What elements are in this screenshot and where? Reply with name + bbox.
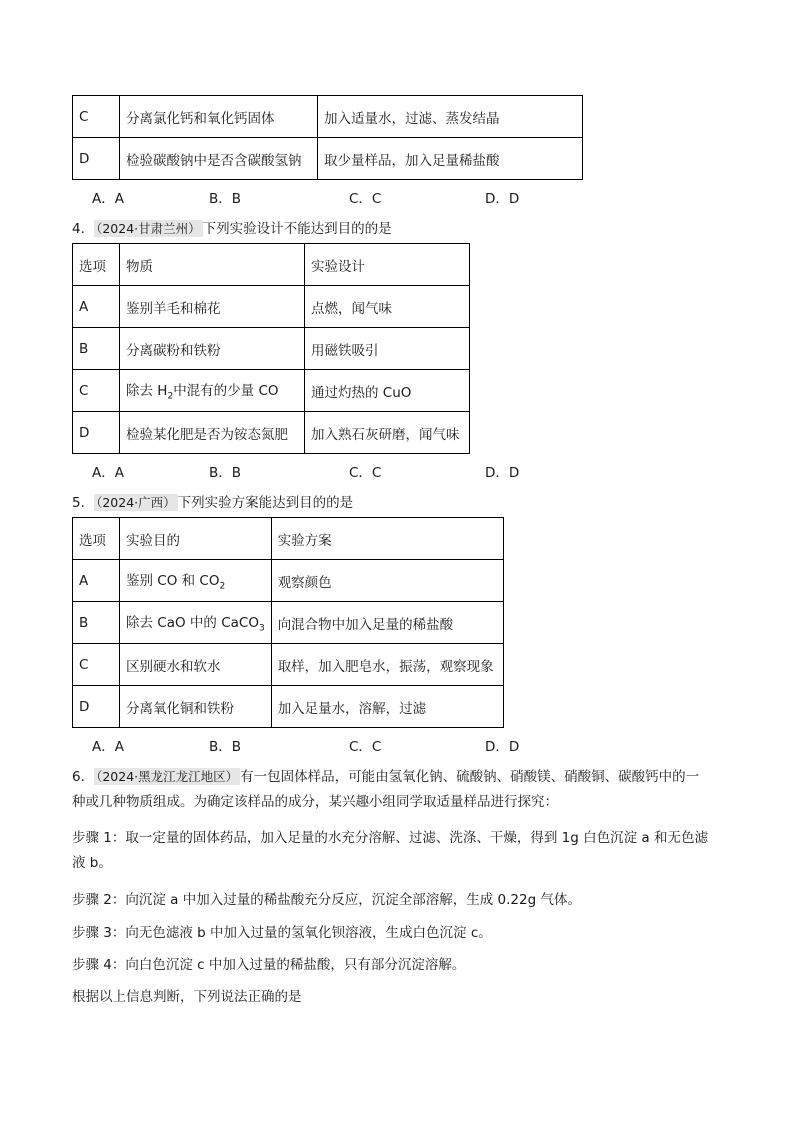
- table-cell: 分离氯化钙和氧化钙固体: [120, 96, 318, 138]
- q5-stem: [72, 491, 353, 511]
- text-line: 液 b。: [72, 855, 112, 871]
- table-cell: D: [73, 686, 120, 728]
- table-row: [73, 370, 470, 412]
- table-row: [73, 412, 470, 454]
- option-c[interactable]: C．C: [349, 191, 382, 207]
- table-row: [73, 138, 583, 180]
- cell-text: 除去 H: [126, 383, 168, 400]
- table-cell: 用磁铁吸引: [305, 328, 470, 370]
- question-number: 4．: [72, 221, 95, 237]
- option-b[interactable]: B．B: [209, 465, 242, 481]
- option-d[interactable]: D．D: [485, 739, 520, 755]
- table-row: [73, 644, 504, 686]
- option-a[interactable]: A．A: [92, 739, 124, 755]
- table-row: [73, 286, 470, 328]
- q4-stem: [72, 217, 392, 237]
- table-cell: B: [73, 602, 120, 644]
- text-line: 种或几种物质组成。为确定该样品的成分，某兴趣小组同学取适量样品进行探究：: [72, 794, 558, 810]
- table-header: 实验设计: [305, 244, 470, 286]
- option-c[interactable]: C．C: [349, 465, 382, 481]
- table-cell: 取少量样品，加入足量稀盐酸: [318, 138, 583, 180]
- table-cell: C: [73, 644, 120, 686]
- option-d[interactable]: D．D: [485, 191, 520, 207]
- option-d[interactable]: D．D: [485, 465, 520, 481]
- option-c[interactable]: C．C: [349, 739, 382, 755]
- q6-step2: 步骤 2：向沉淀 a 中加入过量的稀盐酸充分反应，沉淀全部溶解，生成 0.22g 气体。: [72, 892, 581, 908]
- subscript: 3: [258, 623, 265, 634]
- q4-table: [72, 243, 470, 454]
- question-source: （2024·广西）: [96, 495, 176, 510]
- question-text: 下列实验方案能达到目的的是: [177, 495, 354, 511]
- q6-intro: [72, 764, 722, 815]
- table-cell: 加入适量水，过滤、蒸发结晶: [318, 96, 583, 138]
- table-cell: D: [73, 412, 120, 454]
- table-row: [73, 560, 504, 602]
- cell-text: 除去 CaO 中的 CaCO: [126, 615, 259, 632]
- table-header: 实验目的: [120, 518, 272, 560]
- option-b[interactable]: B．B: [209, 739, 242, 755]
- table-cell: 取样，加入肥皂水，振荡，观察现象: [271, 644, 503, 686]
- table-cell: D: [73, 138, 120, 180]
- table-cell: 检验碳酸钠中是否含碳酸氢钠: [120, 138, 318, 180]
- table-header: 选项: [73, 244, 120, 286]
- table-header: 选项: [73, 518, 120, 560]
- question-number: 6．: [72, 769, 95, 785]
- q6-step4: 步骤 4：向白色沉淀 c 中加入过量的稀盐酸，只有部分沉淀溶解。: [72, 957, 466, 973]
- question-text: 有一包固体样品，可能由氢氧化钠、硫酸钠、硝酸镁、硝酸铜、碳酸钙中的一: [240, 769, 700, 785]
- question-source: （2024·黑龙江龙江地区）: [96, 769, 239, 784]
- table-cell: 检验某化肥是否为铵态氮肥: [120, 412, 305, 454]
- table-cell: 分离氧化铜和铁粉: [120, 686, 272, 728]
- table-row: [73, 686, 504, 728]
- text-line: [72, 764, 722, 790]
- q6-step3: 步骤 3：向无色滤液 b 中加入过量的氢氧化钡溶液，生成白色沉淀 c。: [72, 925, 492, 941]
- table-row: [73, 602, 504, 644]
- table-cell: C: [73, 370, 120, 412]
- table-cell: [120, 370, 305, 412]
- table-header-row: [73, 244, 470, 286]
- q6-conclusion: 根据以上信息判断，下列说法正确的是: [72, 989, 302, 1005]
- subscript: 2: [167, 391, 174, 402]
- cell-text: 鉴别 CO 和 CO: [126, 573, 220, 590]
- q6-step1: [72, 826, 722, 876]
- table-header: 物质: [120, 244, 305, 286]
- table-cell: 加入熟石灰研磨，闻气味: [305, 412, 470, 454]
- q5-table: [72, 517, 504, 728]
- table-row: [73, 328, 470, 370]
- table-cell: [120, 560, 272, 602]
- text-line: 步骤 1：取一定量的固体药品，加入足量的水充分溶解、过滤、洗涤、干燥，得到 1g 白色沉淀 a 和无色滤: [72, 830, 708, 846]
- option-a[interactable]: A．A: [92, 191, 124, 207]
- table-cell: 观察颜色: [271, 560, 503, 602]
- table-cell: 向混合物中加入足量的稀盐酸: [271, 602, 503, 644]
- table-header: 实验方案: [271, 518, 503, 560]
- table-cell: 鉴别羊毛和棉花: [120, 286, 305, 328]
- q3-table: [72, 95, 583, 180]
- table-cell: B: [73, 328, 120, 370]
- table-cell: 加入足量水，溶解，过滤: [271, 686, 503, 728]
- question-number: 5．: [72, 495, 95, 511]
- table-cell: 分离碳粉和铁粉: [120, 328, 305, 370]
- table-cell: [120, 602, 272, 644]
- table-cell: A: [73, 286, 120, 328]
- table-cell: C: [73, 96, 120, 138]
- cell-text: 中混有的少量 CO: [173, 383, 279, 400]
- table-cell: A: [73, 560, 120, 602]
- option-a[interactable]: A．A: [92, 465, 124, 481]
- table-cell: 区别硬水和软水: [120, 644, 272, 686]
- question-source: （2024·甘肃兰州）: [96, 221, 201, 236]
- subscript: 2: [219, 581, 226, 592]
- question-text: 下列实验设计不能达到目的的是: [202, 221, 392, 237]
- table-cell: 点燃，闻气味: [305, 286, 470, 328]
- option-b[interactable]: B．B: [209, 191, 242, 207]
- table-header-row: [73, 518, 504, 560]
- table-row: [73, 96, 583, 138]
- table-cell: 通过灼热的 CuO: [305, 370, 470, 412]
